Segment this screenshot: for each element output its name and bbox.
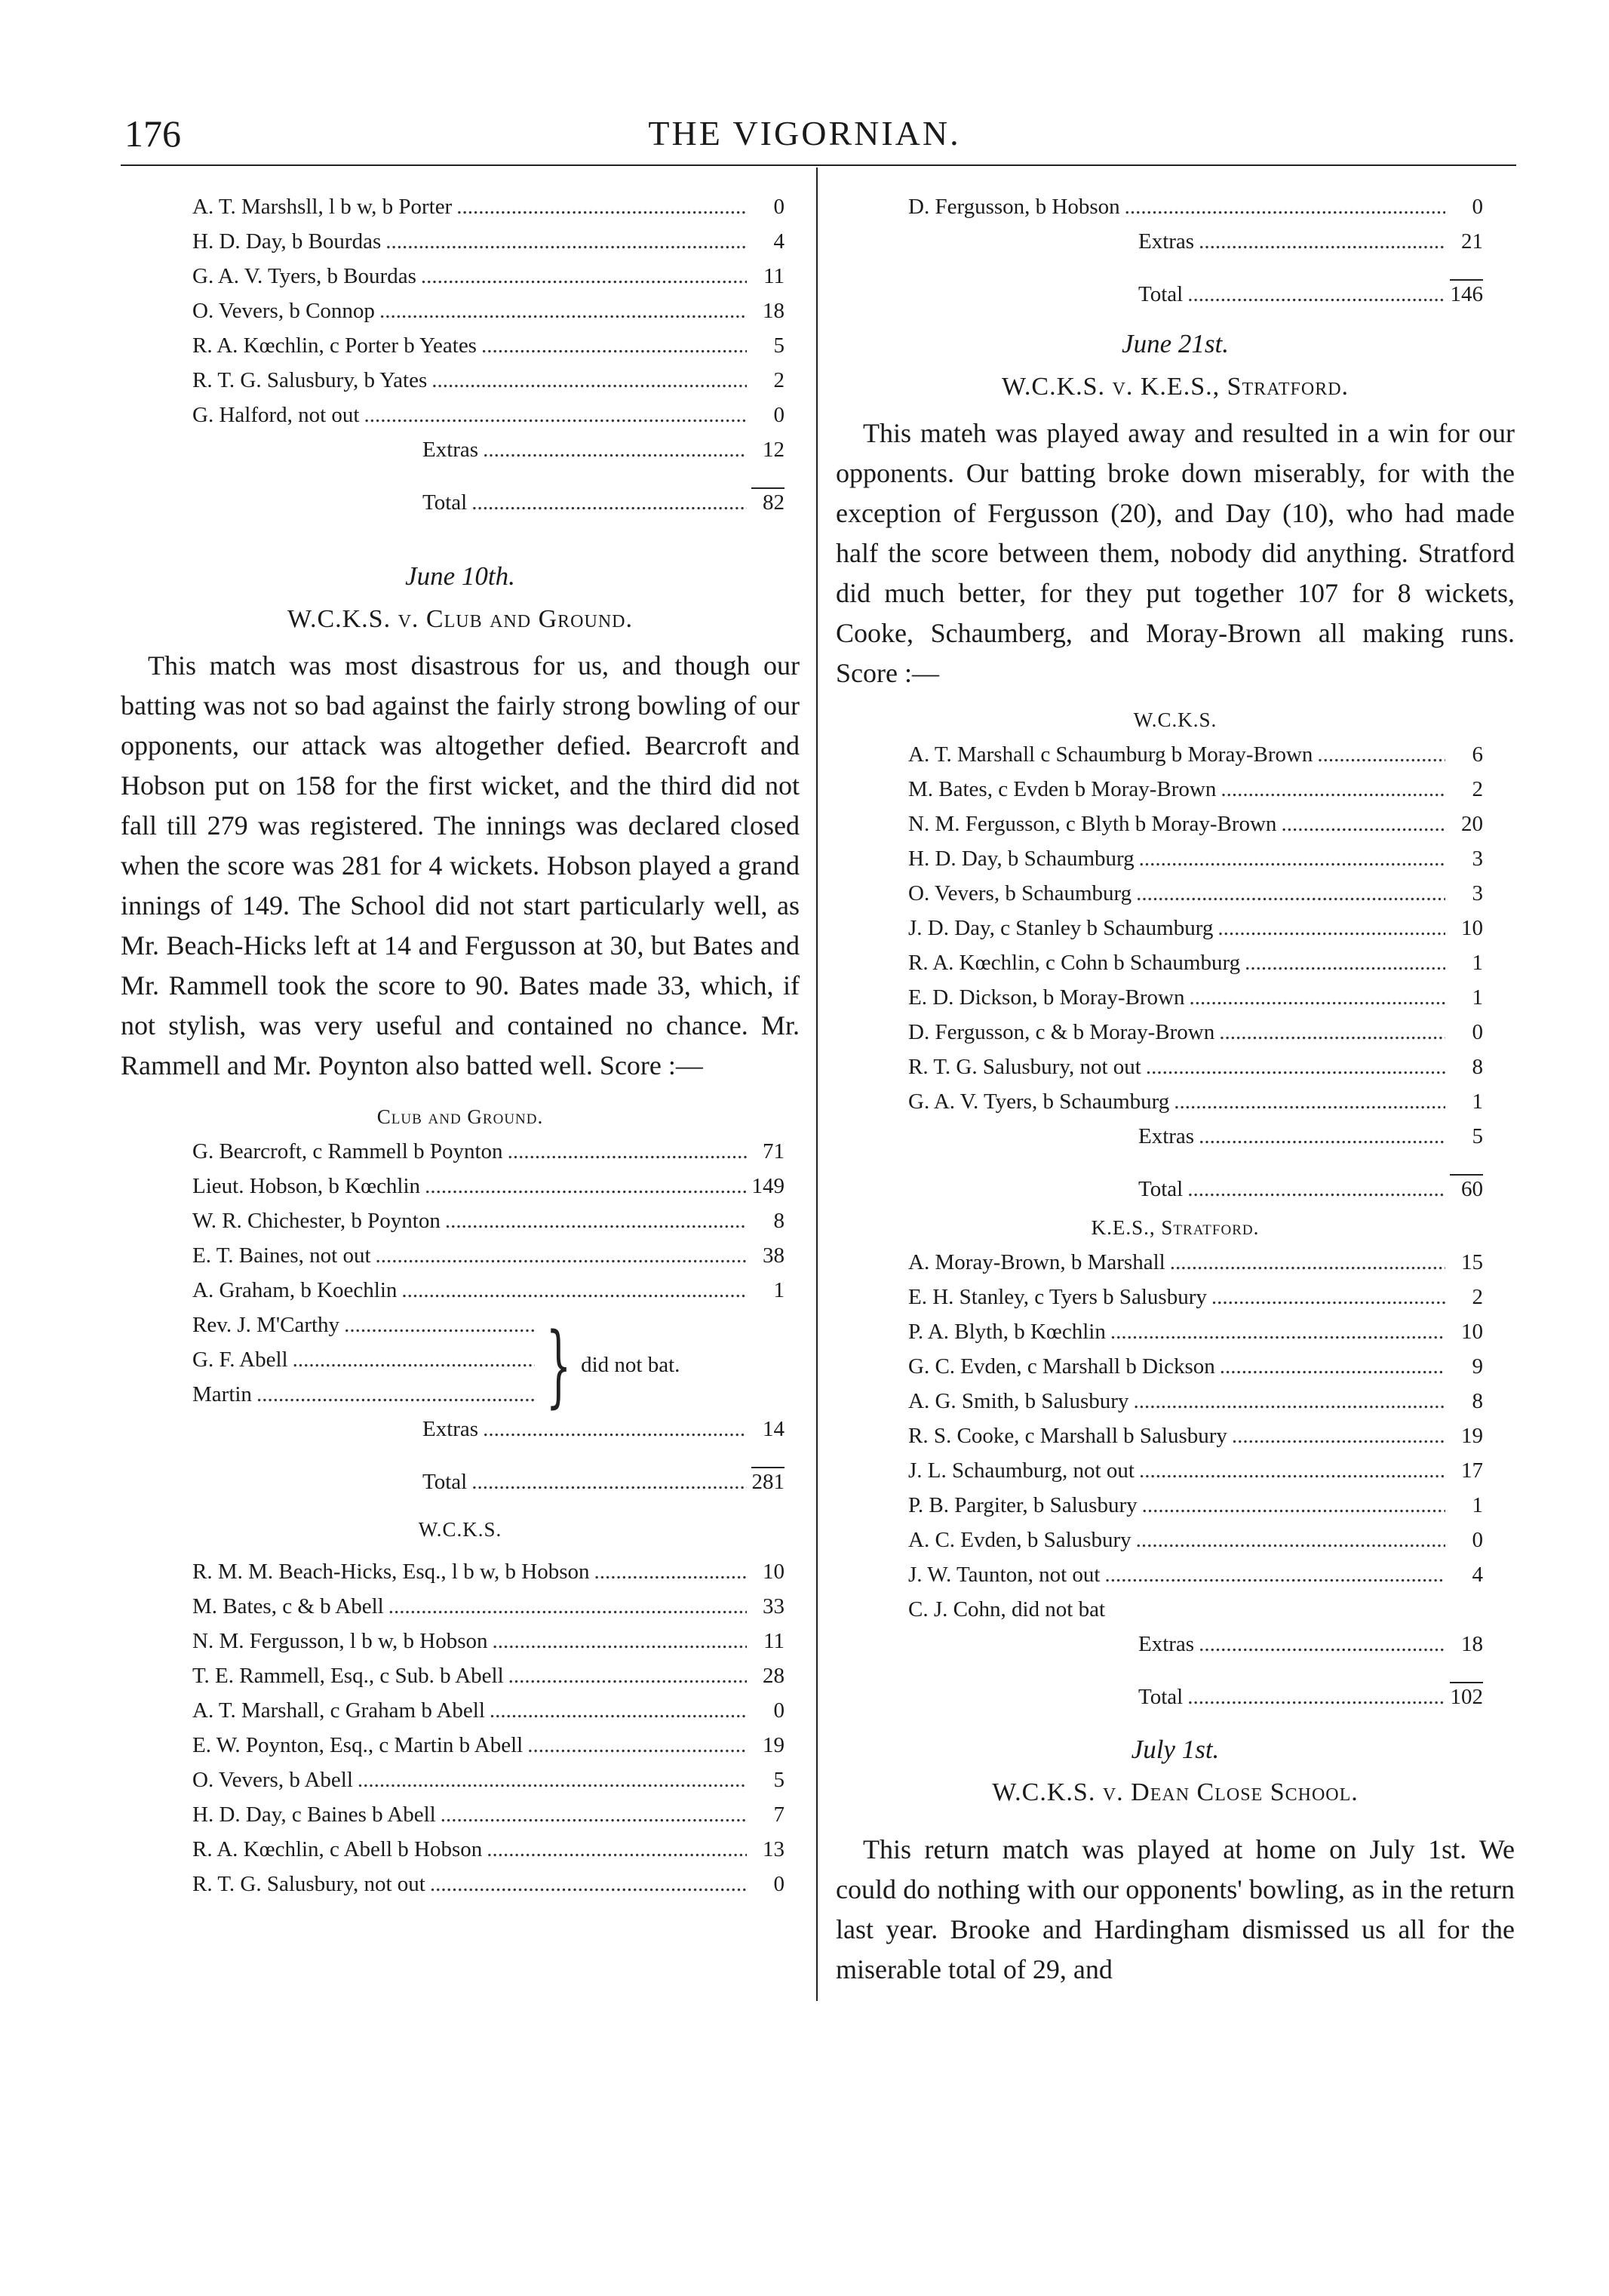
batsman-entry: J. W. Taunton, not out [908, 1563, 1101, 1587]
batsman-entry: A. Graham, b Koechlin [192, 1278, 398, 1302]
dot-leader [1281, 812, 1445, 837]
running-title: THE VIGORNIAN. [648, 114, 961, 152]
runs-value: 1 [773, 1278, 785, 1302]
batsman-entry: R. T. G. Salusbury, not out [908, 1055, 1141, 1079]
batting-line [908, 1493, 1483, 1528]
wcks-innings-list [836, 742, 1515, 1124]
dot-leader [1189, 985, 1445, 1010]
dot-leader [1174, 1090, 1445, 1114]
runs-value: 2 [1472, 777, 1483, 801]
batting-line [192, 1629, 785, 1664]
batsman-entry: A. C. Evden, b Salusbury [908, 1528, 1132, 1552]
runs-value: 10 [763, 1560, 785, 1584]
match-report-paragraph: This mateh was played away and resulted in a win for our opponents. Our batting broke down miserably, for with the exception of Fergusson (20), and Day (10), who had made half the score between them, nobody did anything. Stratford did much better, for they put together 107 for 8 wickets, Cooke, Schaumberg, and Moray-Brown all making runs. Score :— [836, 418, 1515, 688]
batting-line [192, 1664, 785, 1698]
dot-leader [293, 1348, 535, 1372]
batsman-entry: E. T. Baines, not out [192, 1243, 371, 1268]
batting-line [908, 881, 1483, 916]
batsman-entry: J. L. Schaumburg, not out [908, 1458, 1135, 1483]
batsman-entry: E. H. Stanley, c Tyers b Salusbury [908, 1285, 1207, 1309]
batsman-entry: Rev. J. M'Carthy [192, 1313, 340, 1337]
page-number: 176 [124, 112, 181, 155]
runs-value: 4 [773, 229, 785, 254]
batting-line [908, 1563, 1483, 1597]
batsman-entry: P. A. Blyth, b Kœchlin [908, 1320, 1106, 1344]
runs-value: 1 [1472, 1090, 1483, 1114]
runs-value: 38 [763, 1243, 785, 1268]
dot-leader [379, 299, 747, 324]
runs-value: 10 [1461, 916, 1483, 940]
extras-line: Extras ..... 21 [908, 229, 1483, 264]
team-heading: K.E.S., Stratford. [1091, 1216, 1260, 1239]
dot-leader [481, 333, 747, 358]
dot-leader [508, 1664, 747, 1689]
dot-leader [1232, 1424, 1445, 1449]
runs-value: 1 [1472, 951, 1483, 975]
batsman-entry: R. M. M. Beach-Hicks, Esq., l b w, b Hobson [192, 1560, 590, 1584]
dot-leader [1139, 1458, 1445, 1483]
dot-leader [344, 1313, 535, 1338]
dot-leader [358, 1768, 747, 1793]
dot-leader [385, 229, 747, 254]
batting-line [908, 1320, 1483, 1354]
batting-line [192, 1139, 785, 1174]
batting-line [908, 951, 1483, 985]
dot-leader [1104, 1563, 1445, 1588]
batting-line [908, 812, 1483, 847]
dot-leader [1136, 1528, 1445, 1553]
dot-leader [1133, 1389, 1445, 1414]
batting-line [192, 299, 785, 333]
batsman-entry: E. D. Dickson, b Moray-Brown [908, 985, 1185, 1010]
batting-line [908, 1354, 1483, 1389]
club-innings-list [121, 1139, 800, 1313]
batsman-entry: H. D. Day, c Baines b Abell [192, 1803, 436, 1827]
brace-icon: } [545, 1313, 572, 1417]
dot-leader [421, 264, 747, 289]
batsman-entry: M. Bates, c Evden b Moray-Brown [908, 777, 1217, 801]
batsman-entry: A. T. Marshall c Schaumburg b Moray-Brown [908, 742, 1313, 767]
runs-value: 0 [773, 1872, 785, 1896]
did-not-bat-name [192, 1348, 539, 1382]
dot-leader [401, 1278, 747, 1303]
match-heading: W.C.K.S. v. Club and Ground. [287, 605, 633, 633]
extras-line: Extras ..... 5 [908, 1124, 1483, 1159]
batsman-entry: C. J. Cohn, did not bat [908, 1597, 1106, 1621]
team-heading: W.C.K.S. [418, 1518, 502, 1541]
batting-line [908, 742, 1483, 777]
batsman-entry: O. Vevers, b Schaumburg [908, 881, 1132, 905]
date-heading: July 1st. [1131, 1735, 1220, 1764]
runs-value: 18 [763, 299, 785, 323]
runs-value: 4 [1472, 1563, 1483, 1587]
batting-line [908, 1528, 1483, 1563]
batting-line [192, 1837, 785, 1872]
dot-leader [1211, 1285, 1445, 1310]
extras-line: Extras ..... 14 [192, 1417, 785, 1452]
runs-value: 0 [773, 195, 785, 219]
batting-line [192, 1243, 785, 1278]
runs-value: 2 [773, 368, 785, 392]
total-line: Total ..... 281 [192, 1467, 785, 1501]
batting-line [192, 229, 785, 264]
dot-leader [441, 1803, 747, 1827]
runs-value: 1 [1472, 1493, 1483, 1517]
runs-value: 1 [1472, 985, 1483, 1010]
batsman-entry: G. Halford, not out [192, 403, 360, 427]
dot-leader [376, 1243, 747, 1268]
batting-line [192, 1768, 785, 1803]
batsman-entry: R. A. Kœchlin, c Abell b Hobson [192, 1837, 483, 1861]
batting-line [192, 1278, 785, 1313]
batting-line [908, 1424, 1483, 1458]
runs-value: 19 [1461, 1424, 1483, 1448]
batting-line [192, 333, 785, 368]
dot-leader [1146, 1055, 1445, 1080]
dot-leader [445, 1209, 747, 1234]
runs-value: 7 [773, 1803, 785, 1827]
batsman-entry: N. M. Fergusson, c Blyth b Moray-Brown [908, 812, 1277, 836]
dot-leader [594, 1560, 747, 1584]
dot-leader [1142, 1493, 1445, 1518]
batting-line [192, 1803, 785, 1837]
dot-leader [490, 1698, 747, 1723]
dot-leader [1221, 777, 1445, 802]
runs-value: 13 [763, 1837, 785, 1861]
batting-line [908, 985, 1483, 1020]
runs-value: 28 [763, 1664, 785, 1688]
batsman-entry: M. Bates, c & b Abell [192, 1594, 384, 1618]
total-line: Total ..... 82 [192, 487, 785, 522]
score-line: D. Fergusson, b Hobson ..... 0 [908, 195, 1483, 229]
runs-value: 2 [1472, 1285, 1483, 1309]
dot-leader [1219, 1020, 1445, 1045]
runs-value: 3 [1472, 881, 1483, 905]
batting-line [908, 1389, 1483, 1424]
runs-value: 8 [773, 1209, 785, 1233]
dot-leader [1317, 742, 1445, 767]
batsman-entry: G. F. Abell [192, 1348, 288, 1372]
batsman-entry: H. D. Day, b Bourdas [192, 229, 382, 254]
runs-value: 0 [1472, 1020, 1483, 1044]
batting-line [908, 916, 1483, 951]
dot-leader [1170, 1250, 1445, 1275]
batsman-entry: A. T. Marshall, c Graham b Abell [192, 1698, 485, 1723]
dot-leader [425, 1174, 747, 1199]
batsman-entry: G. C. Evden, c Marshall b Dickson [908, 1354, 1215, 1379]
dot-leader [1110, 1320, 1445, 1345]
runs-value: 17 [1461, 1458, 1483, 1483]
runs-value: 11 [763, 1629, 785, 1653]
match-heading: W.C.K.S. v. Dean Close School. [992, 1778, 1359, 1806]
batsman-entry: R. T. G. Salusbury, b Yates [192, 368, 428, 392]
dot-leader [1217, 916, 1445, 941]
did-not-bat-label: did not bat. [581, 1352, 680, 1377]
header-rule [121, 164, 1516, 166]
batsman-entry: R. S. Cooke, c Marshall b Salusbury [908, 1424, 1227, 1448]
dot-leader [431, 368, 747, 393]
batsman-entry: Martin [192, 1382, 252, 1406]
runs-value: 10 [1461, 1320, 1483, 1344]
batsman-entry: G. A. V. Tyers, b Schaumburg [908, 1090, 1170, 1114]
batsman-entry: O. Vevers, b Abell [192, 1768, 353, 1792]
top-innings-list [121, 195, 800, 438]
runs-value: 71 [763, 1139, 785, 1163]
batting-line [908, 1090, 1483, 1124]
runs-value: 149 [751, 1174, 785, 1198]
runs-value: 5 [773, 1768, 785, 1792]
did-not-bat-group [192, 1313, 785, 1417]
batsman-entry: A. G. Smith, b Salusbury [908, 1389, 1129, 1413]
batting-line [192, 403, 785, 438]
batting-line [192, 264, 785, 299]
date-heading: June 10th. [405, 561, 515, 591]
total-line: Total ..... 146 [908, 279, 1483, 314]
did-not-bat-name [192, 1382, 539, 1417]
dot-leader [256, 1382, 535, 1407]
batting-line [908, 1597, 1483, 1632]
batsman-entry: R. A. Kœchlin, c Porter b Yeates [192, 333, 477, 358]
batting-line [908, 777, 1483, 812]
runs-value: 19 [763, 1733, 785, 1757]
runs-value: 0 [773, 403, 785, 427]
batsman-entry: O. Vevers, b Connop [192, 299, 375, 323]
runs-value: 5 [773, 333, 785, 358]
runs-value: 9 [1472, 1354, 1483, 1379]
dot-leader [493, 1629, 747, 1654]
did-not-bat-names [192, 1313, 539, 1417]
dot-leader [527, 1733, 747, 1758]
batsman-entry: Lieut. Hobson, b Kœchlin [192, 1174, 421, 1198]
batsman-entry: G. Bearcroft, c Rammell b Poynton [192, 1139, 503, 1163]
batsman-entry: R. A. Kœchlin, c Cohn b Schaumburg [908, 951, 1241, 975]
batting-line [192, 1594, 785, 1629]
runs-value: 0 [1472, 1528, 1483, 1552]
team-heading: W.C.K.S. [1133, 708, 1217, 731]
extras-line: Extras ..... 18 [908, 1632, 1483, 1667]
kes-innings-list [836, 1250, 1515, 1632]
date-heading: June 21st. [1122, 329, 1229, 358]
runs-value: 3 [1472, 847, 1483, 871]
dot-leader [1245, 951, 1445, 976]
batting-line [908, 1458, 1483, 1493]
dot-leader [456, 195, 747, 220]
batsman-entry: A. T. Marshsll, l b w, b Porter [192, 195, 453, 219]
dot-leader [508, 1139, 747, 1164]
match-heading: W.C.K.S. v. K.E.S., Stratford. [1001, 373, 1350, 401]
batsman-entry: N. M. Fergusson, l b w, b Hobson [192, 1629, 488, 1653]
runs-value: 15 [1461, 1250, 1483, 1274]
batsman-entry: T. E. Rammell, Esq., c Sub. b Abell [192, 1664, 504, 1688]
batting-line [192, 195, 785, 229]
left-column [121, 195, 800, 1907]
batting-line [192, 1698, 785, 1733]
batsman-entry: W. R. Chichester, b Poynton [192, 1209, 441, 1233]
dot-leader [1136, 881, 1445, 906]
dot-leader [430, 1872, 747, 1897]
total-line: Total ..... 60 [908, 1174, 1483, 1209]
dot-leader [1139, 847, 1445, 871]
batsman-entry: D. Fergusson, c & b Moray-Brown [908, 1020, 1215, 1044]
dot-leader [364, 403, 748, 428]
batsman-entry: G. A. V. Tyers, b Bourdas [192, 264, 416, 288]
total-line: Total ..... 102 [908, 1682, 1483, 1717]
team-heading: Club and Ground. [376, 1105, 544, 1128]
column-rule [816, 168, 818, 2001]
extras-line: Extras ..... 12 [192, 438, 785, 472]
batting-line [908, 1250, 1483, 1285]
batting-line [908, 847, 1483, 881]
wcks-innings-list [121, 1560, 800, 1907]
batsman-entry: A. Moray-Brown, b Marshall [908, 1250, 1165, 1274]
batting-line [192, 1872, 785, 1907]
runs-value: 0 [773, 1698, 785, 1723]
dot-leader [388, 1594, 747, 1619]
batsman-entry: R. T. G. Salusbury, not out [192, 1872, 425, 1896]
runs-value: 20 [1461, 812, 1483, 836]
batting-line [908, 1055, 1483, 1090]
did-not-bat-name [192, 1313, 539, 1348]
right-column [836, 195, 1515, 1990]
batting-line [192, 1174, 785, 1209]
batting-line [192, 368, 785, 403]
batting-line [192, 1209, 785, 1243]
runs-value: 8 [1472, 1389, 1483, 1413]
batsman-entry: P. B. Pargiter, b Salusbury [908, 1493, 1138, 1517]
dot-leader [1220, 1354, 1445, 1379]
batting-line [192, 1560, 785, 1594]
batsman-entry: J. D. Day, c Stanley b Schaumburg [908, 916, 1214, 940]
match-report-paragraph: This match was most disastrous for us, and though our batting was not so bad against the fairly strong bowling of our opponents, our attack was altogether defied. Bearcroft and Hobson put on 158 for the first wicket, and the third did not fall till 279 was registered. The innings was declared closed when the score was 281 for 4 wickets. Hobson played a grand innings of 149. The School did not start particularly well, as Mr. Beach-Hicks left at 14 and Fergusson at 30, but Bates and Mr. Rammell took the score to 90. Bates made 33, which, if not stylish, was very useful and contained no chance. Mr. Rammell and Mr. Poynton also batted well. Score :— [121, 650, 800, 1080]
batsman-entry: E. W. Poynton, Esq., c Martin b Abell [192, 1733, 524, 1757]
batting-line [192, 1733, 785, 1768]
batsman-entry: H. D. Day, b Schaumburg [908, 847, 1135, 871]
runs-value: 8 [1472, 1055, 1483, 1079]
batting-line [908, 1285, 1483, 1320]
dot-leader [487, 1837, 747, 1862]
batting-line [908, 1020, 1483, 1055]
runs-value: 6 [1472, 742, 1483, 767]
runs-value: 33 [763, 1594, 785, 1618]
runs-value: 11 [763, 264, 785, 288]
match-report-paragraph: This return match was played at home on July 1st. We could do nothing with our opponents' bowling, as in the return last year. Brooke and Hardingham dismissed us all for the miserable total of 29, and [836, 1834, 1515, 1984]
